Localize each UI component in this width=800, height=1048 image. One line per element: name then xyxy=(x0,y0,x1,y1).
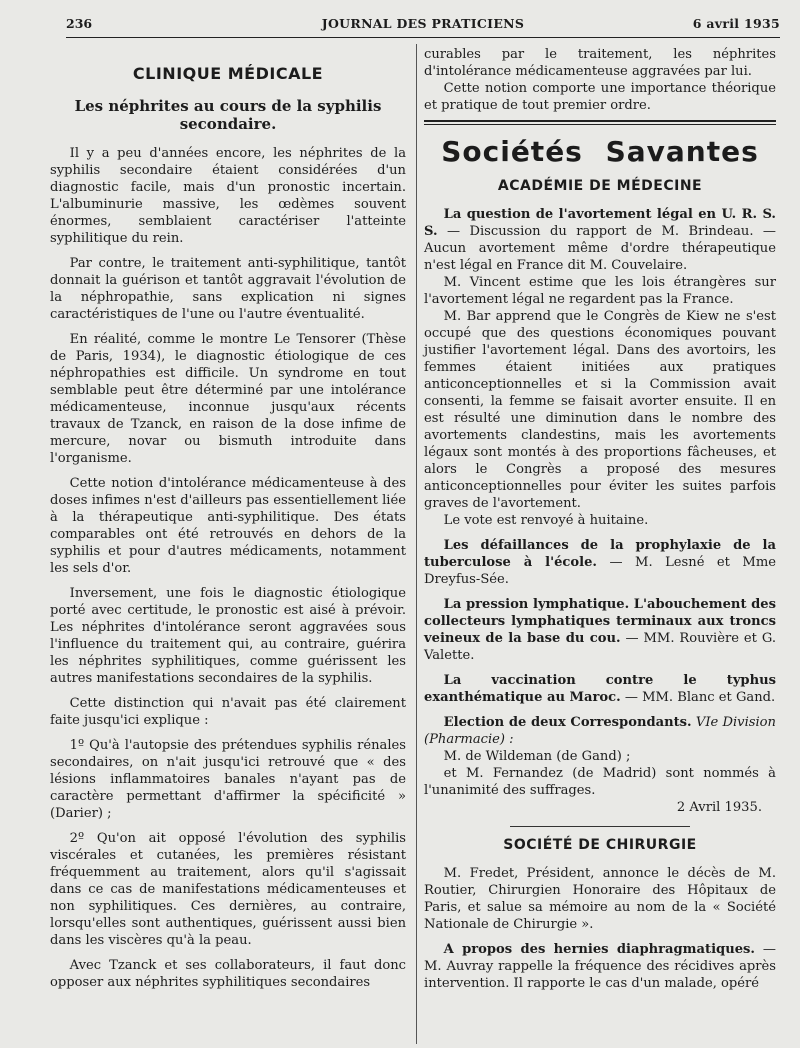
rubric-societe-chirurgie: SOCIÉTÉ DE CHIRURGIE xyxy=(503,837,697,853)
issue-date: 6 avril 1935 xyxy=(692,16,780,31)
item-text: VIe Division (Pharmacie) : xyxy=(424,715,776,747)
section-rule xyxy=(424,120,776,125)
article-title: Les néphrites au cours de la syphilis secondaire. xyxy=(74,97,382,133)
item-text: — MM. Blanc et Gand. xyxy=(624,690,776,705)
rubric-academie-medecine: ACADÉMIE DE MÉDECINE xyxy=(497,178,703,194)
item-title: Les défaillances de la prophylaxie de la tuberculose à l'école. xyxy=(424,538,776,570)
paragraph: Cette notion comporte une importance théorique et pratique de tout premier ordre. xyxy=(424,81,776,113)
paragraph: M. Bar apprend que le Congrès de Kiew ne s'est occupé que des questions économiques pouvant justifier l'avortement légal. Dans des avortoirs, les femmes étaient initiées aux pratiques anticonceptionnelles et si la Commission avait consenti, la femme se faisait avorter ensuite. Il en est résulté une diminution dans le nombre des avortements clandestins, mais les avortements légaux sont montés à des proportions fâcheuses, et alors le Congrès a proposé des mesures anticonceptionnelles pour éviter les suites parfois graves de l'avortement. xyxy=(424,309,776,511)
item-title: Election de deux Correspondants. xyxy=(443,715,692,730)
page-number: 236 xyxy=(66,16,93,31)
paragraph: 2º Qu'on ait opposé l'évolution des syphilis viscérales et cutanées, les premières résistant fréquemment au traitement, alors qu'il s'agissait dans ce cas de manifestations médicamenteuses et non syphilitiques. Ces dernières, au contraire, lorsqu'elles sont authentiques, guérissent aussi bien dans les viscères qu'à la peau. xyxy=(50,831,406,948)
item-academie-1 xyxy=(424,206,776,274)
paragraph: En réalité, comme le montre Le Tensorer (Thèse de Paris, 1934), le diagnostic étiologique de ces néphropathies est difficile. Un syndrome en tout semblable peut être déterminé par une intolérance médicamenteuse, inconnue jusqu'aux récents travaux de Tzanck, en raison de la dose infime de mercure, novar ou bismuth introduite dans l'organisme. xyxy=(50,332,406,466)
left-column xyxy=(50,54,406,991)
date-signature: 2 Avril 1935. xyxy=(676,800,762,815)
societes-savantes-title: Sociétés Savantes xyxy=(441,135,759,168)
paragraph: 1º Qu'à l'autopsie des prétendues syphilis rénales secondaires, on n'ait jusqu'ici retrouvé que « des lésions inflammatoires banales n'ayant pas de caractère permettant d'affirmer la spécificité » (Darier) ; xyxy=(50,738,406,821)
section-rule xyxy=(510,826,690,827)
item-academie-5 xyxy=(424,714,776,748)
paragraph: Par contre, le traitement anti-syphilitique, tantôt donnait la guérison et tantôt aggravait l'évolution de la néphropathie, sans explication ni signes caractéristiques de l'une ou l'autre éventualité. xyxy=(50,256,406,322)
paragraph: Le vote est renvoyé à huitaine. xyxy=(443,513,649,528)
paragraph: M. Vincent estime que les lois étrangères sur l'avortement légal ne regardent pas la France. xyxy=(424,275,776,307)
paragraph: et M. Fernandez (de Madrid) sont nommés à l'unanimité des suffrages. xyxy=(424,766,776,798)
paragraph: Avec Tzanck et ses collaborateurs, il faut donc opposer aux néphrites syphilitiques secondaires xyxy=(50,958,406,990)
header-rule xyxy=(66,37,780,38)
item-text: — M. Auvray rappelle la fréquence des récidives après intervention. Il rapporte le cas d'un malade, opéré xyxy=(424,942,776,991)
running-head xyxy=(66,16,780,34)
journal-title: JOURNAL DES PRATICIENS xyxy=(321,16,525,31)
item-text: — MM. Rouvière et G. Valette. xyxy=(424,631,776,663)
item-title: La pression lymphatique. L'abouchement des collecteurs lymphatiques terminaux aux troncs veineux de la base du cou. xyxy=(424,597,776,646)
item-text: — M. Lesné et Mme Dreyfus-Sée. xyxy=(424,555,776,587)
item-academie-3 xyxy=(424,596,776,664)
right-column xyxy=(424,46,776,992)
item-title: A propos des hernies diaphragmatiques. xyxy=(443,942,755,957)
item-academie-2 xyxy=(424,537,776,588)
rubric-clinique-medicale: CLINIQUE MÉDICALE xyxy=(132,64,324,83)
item-title: La question de l'avortement légal en U. R. S. S. xyxy=(424,207,776,239)
paragraph: M. de Wildeman (de Gand) ; xyxy=(443,749,631,764)
item-text: — Discussion du rapport de M. Brindeau. — Aucun avortement même d'ordre thérapeutique n'est légal en France dit M. Couvelaire. xyxy=(424,224,776,273)
item-title: La vaccination contre le typhus exanthématique au Maroc. xyxy=(424,673,776,705)
paragraph: curables par le traitement, les néphrites d'intolérance médicamenteuse aggravées par lui. xyxy=(424,47,776,79)
paragraph: Il y a peu d'années encore, les néphrites de la syphilis secondaire étaient considérées d'un diagnostic facile, mais d'un pronostic incertain. L'albuminurie massive, les œdèmes souvent énormes, semblaient caractériser l'atteinte syphilitique du rein. xyxy=(50,146,406,246)
paragraph: M. Fredet, Président, annonce le décès de M. Routier, Chirurgien Honoraire des Hôpitaux de Paris, et salue sa mémoire au nom de la « Société Nationale de Chirurgie ». xyxy=(424,866,776,932)
paragraph: Inversement, une fois le diagnostic étiologique porté avec certitude, le pronostic est aisé à prévoir. Les néphrites d'intolérance seront aggravées sous l'influence du traitement qui, au contraire, guérira les néphrites syphilitiques, comme guérissent les autres manifestations secondaires de la syphilis. xyxy=(50,586,406,686)
paragraph: Cette distinction qui n'avait pas été clairement faite jusqu'ici explique : xyxy=(50,696,406,728)
column-divider xyxy=(416,44,417,1044)
item-academie-4 xyxy=(424,672,776,706)
paragraph: Cette notion d'intolérance médicamenteuse à des doses infimes n'est d'ailleurs pas essentiellement liée à la thérapeutique anti-syphilitique. Des états comparables ont été retrouvés en dehors de la syphilis et pour d'autres médicaments, notamment les sels d'or. xyxy=(50,476,406,576)
item-chirurgie-1 xyxy=(424,941,776,992)
